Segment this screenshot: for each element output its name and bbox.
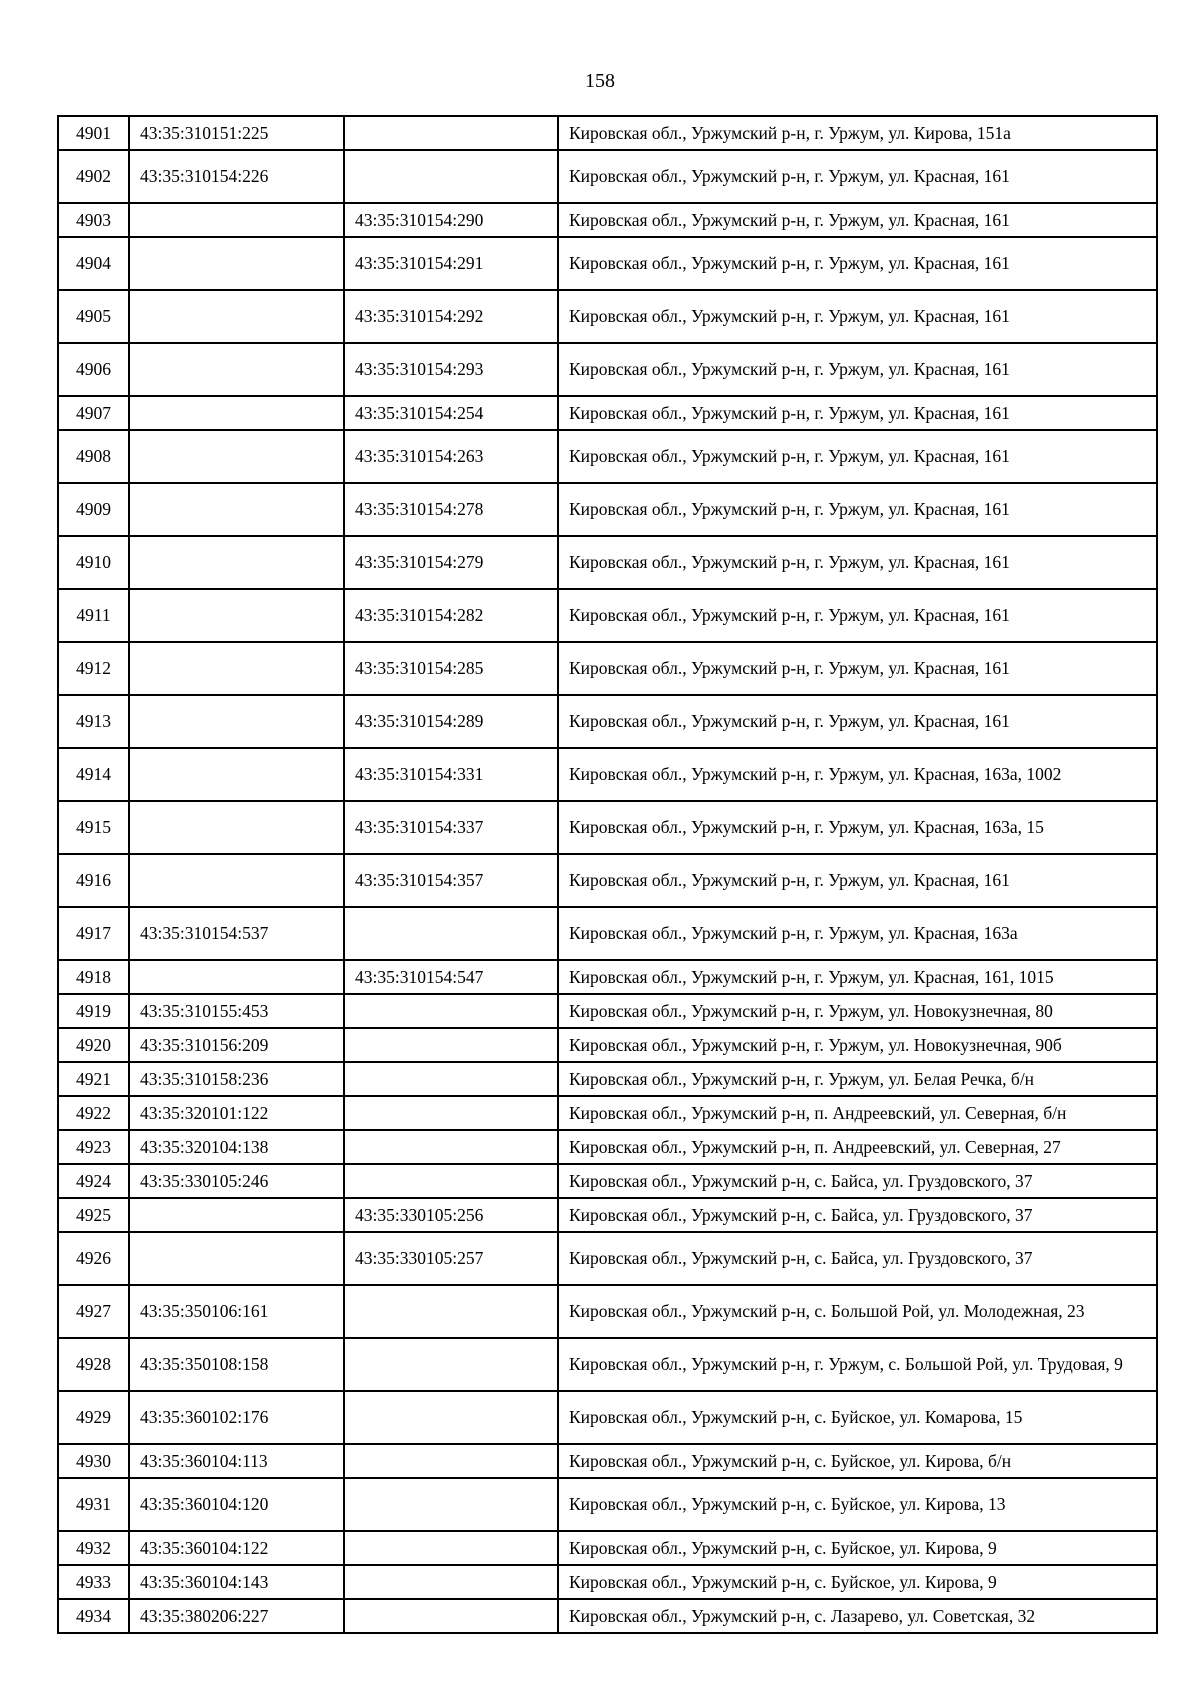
cadastral-number-b-cell — [344, 1130, 558, 1164]
cadastral-number-a-cell — [129, 642, 344, 695]
cadastral-number-b-cell — [344, 1028, 558, 1062]
cadastral-number-b-cell — [344, 994, 558, 1028]
address-cell: Кировская обл., Уржумский р-н, г. Уржум, с. Большой Рой, ул. Трудовая, 9 — [558, 1338, 1157, 1391]
address-cell: Кировская обл., Уржумский р-н, г. Уржум, ул. Красная, 161 — [558, 854, 1157, 907]
cadastral-number-a-cell: 43:35:350106:161 — [129, 1285, 344, 1338]
table-row — [58, 116, 1157, 150]
row-number-cell: 4919 — [58, 994, 129, 1028]
row-number-cell: 4908 — [58, 430, 129, 483]
table-row — [58, 237, 1157, 290]
table-row — [58, 1478, 1157, 1531]
cadastral-number-a-cell: 43:35:310155:453 — [129, 994, 344, 1028]
cadastral-number-b-cell — [344, 907, 558, 960]
cadastral-number-a-cell: 43:35:310154:226 — [129, 150, 344, 203]
cadastral-number-a-cell — [129, 1232, 344, 1285]
cadastral-number-b-cell: 43:35:310154:357 — [344, 854, 558, 907]
cadastral-number-a-cell: 43:35:310154:537 — [129, 907, 344, 960]
address-cell: Кировская обл., Уржумский р-н, г. Уржум, ул. Красная, 161 — [558, 483, 1157, 536]
cadastral-number-b-cell: 43:35:310154:282 — [344, 589, 558, 642]
cadastral-number-b-cell: 43:35:330105:256 — [344, 1198, 558, 1232]
table-row — [58, 343, 1157, 396]
cadastral-number-b-cell: 43:35:310154:254 — [344, 396, 558, 430]
table-row — [58, 1338, 1157, 1391]
address-cell: Кировская обл., Уржумский р-н, г. Уржум, ул. Красная, 161 — [558, 536, 1157, 589]
cadastral-number-a-cell: 43:35:360102:176 — [129, 1391, 344, 1444]
row-number-cell: 4916 — [58, 854, 129, 907]
cadastral-number-b-cell: 43:35:310154:291 — [344, 237, 558, 290]
address-cell: Кировская обл., Уржумский р-н, г. Уржум, ул. Красная, 161 — [558, 203, 1157, 237]
table-row — [58, 907, 1157, 960]
table-row — [58, 150, 1157, 203]
table-row — [58, 203, 1157, 237]
row-number-cell: 4924 — [58, 1164, 129, 1198]
row-number-cell: 4905 — [58, 290, 129, 343]
cadastral-number-b-cell — [344, 1599, 558, 1633]
cadastral-number-b-cell — [344, 1338, 558, 1391]
row-number-cell: 4912 — [58, 642, 129, 695]
table-row — [58, 1391, 1157, 1444]
address-cell: Кировская обл., Уржумский р-н, с. Байса, ул. Груздовского, 37 — [558, 1198, 1157, 1232]
row-number-cell: 4903 — [58, 203, 129, 237]
cadastral-number-b-cell: 43:35:310154:292 — [344, 290, 558, 343]
row-number-cell: 4932 — [58, 1531, 129, 1565]
cadastral-number-b-cell: 43:35:330105:257 — [344, 1232, 558, 1285]
table-row — [58, 854, 1157, 907]
table-row — [58, 1232, 1157, 1285]
row-number-cell: 4933 — [58, 1565, 129, 1599]
cadastral-number-b-cell — [344, 1565, 558, 1599]
address-cell: Кировская обл., Уржумский р-н, г. Уржум, ул. Красная, 161 — [558, 430, 1157, 483]
row-number-cell: 4921 — [58, 1062, 129, 1096]
row-number-cell: 4925 — [58, 1198, 129, 1232]
cadastral-number-a-cell — [129, 801, 344, 854]
row-number-cell: 4902 — [58, 150, 129, 203]
table-row — [58, 396, 1157, 430]
cadastral-number-b-cell: 43:35:310154:290 — [344, 203, 558, 237]
cadastral-number-a-cell: 43:35:320101:122 — [129, 1096, 344, 1130]
page-number: 158 — [585, 70, 615, 92]
row-number-cell: 4901 — [58, 116, 129, 150]
address-cell: Кировская обл., Уржумский р-н, г. Уржум, ул. Красная, 161 — [558, 695, 1157, 748]
cadastral-number-a-cell: 43:35:310158:236 — [129, 1062, 344, 1096]
address-cell: Кировская обл., Уржумский р-н, г. Уржум, ул. Красная, 161 — [558, 237, 1157, 290]
cadastral-number-b-cell: 43:35:310154:293 — [344, 343, 558, 396]
cadastral-number-a-cell — [129, 203, 344, 237]
table-row — [58, 1531, 1157, 1565]
registry-table — [57, 115, 1158, 1634]
table-row — [58, 1599, 1157, 1633]
cadastral-number-a-cell: 43:35:320104:138 — [129, 1130, 344, 1164]
cadastral-number-a-cell: 43:35:310156:209 — [129, 1028, 344, 1062]
address-cell: Кировская обл., Уржумский р-н, г. Уржум, ул. Кирова, 151а — [558, 116, 1157, 150]
cadastral-number-b-cell — [344, 1531, 558, 1565]
cadastral-number-a-cell — [129, 1198, 344, 1232]
row-number-cell: 4910 — [58, 536, 129, 589]
address-cell: Кировская обл., Уржумский р-н, г. Уржум, ул. Красная, 163а — [558, 907, 1157, 960]
table-row — [58, 1028, 1157, 1062]
cadastral-number-b-cell — [344, 1164, 558, 1198]
table-row — [58, 695, 1157, 748]
cadastral-number-a-cell: 43:35:350108:158 — [129, 1338, 344, 1391]
row-number-cell: 4906 — [58, 343, 129, 396]
address-cell: Кировская обл., Уржумский р-н, с. Буйское, ул. Кирова, б/н — [558, 1444, 1157, 1478]
table-row — [58, 960, 1157, 994]
row-number-cell: 4920 — [58, 1028, 129, 1062]
cadastral-number-b-cell: 43:35:310154:331 — [344, 748, 558, 801]
cadastral-number-a-cell — [129, 430, 344, 483]
address-cell: Кировская обл., Уржумский р-н, г. Уржум, ул. Новокузнечная, 80 — [558, 994, 1157, 1028]
cadastral-number-b-cell: 43:35:310154:279 — [344, 536, 558, 589]
address-cell: Кировская обл., Уржумский р-н, г. Уржум, ул. Новокузнечная, 90б — [558, 1028, 1157, 1062]
table-row — [58, 1565, 1157, 1599]
table-row — [58, 1130, 1157, 1164]
cadastral-number-b-cell — [344, 1062, 558, 1096]
cadastral-number-b-cell — [344, 150, 558, 203]
cadastral-number-b-cell: 43:35:310154:263 — [344, 430, 558, 483]
cadastral-number-b-cell: 43:35:310154:289 — [344, 695, 558, 748]
address-cell: Кировская обл., Уржумский р-н, г. Уржум, ул. Красная, 161 — [558, 150, 1157, 203]
row-number-cell: 4917 — [58, 907, 129, 960]
cadastral-number-a-cell: 43:35:380206:227 — [129, 1599, 344, 1633]
cadastral-number-b-cell — [344, 1096, 558, 1130]
address-cell: Кировская обл., Уржумский р-н, г. Уржум, ул. Красная, 161 — [558, 589, 1157, 642]
table-row — [58, 1062, 1157, 1096]
row-number-cell: 4914 — [58, 748, 129, 801]
row-number-cell: 4915 — [58, 801, 129, 854]
cadastral-number-a-cell — [129, 854, 344, 907]
row-number-cell: 4904 — [58, 237, 129, 290]
row-number-cell: 4909 — [58, 483, 129, 536]
cadastral-number-a-cell — [129, 695, 344, 748]
cadastral-number-a-cell — [129, 343, 344, 396]
cadastral-number-b-cell — [344, 1478, 558, 1531]
table-row — [58, 1198, 1157, 1232]
row-number-cell: 4934 — [58, 1599, 129, 1633]
table-row — [58, 290, 1157, 343]
table-row — [58, 589, 1157, 642]
cadastral-number-b-cell — [344, 1391, 558, 1444]
address-cell: Кировская обл., Уржумский р-н, с. Буйское, ул. Комарова, 15 — [558, 1391, 1157, 1444]
cadastral-number-a-cell — [129, 396, 344, 430]
cadastral-number-a-cell — [129, 748, 344, 801]
cadastral-number-a-cell: 43:35:360104:120 — [129, 1478, 344, 1531]
row-number-cell: 4923 — [58, 1130, 129, 1164]
cadastral-number-b-cell: 43:35:310154:285 — [344, 642, 558, 695]
cadastral-number-a-cell: 43:35:360104:143 — [129, 1565, 344, 1599]
cadastral-number-b-cell: 43:35:310154:278 — [344, 483, 558, 536]
row-number-cell: 4918 — [58, 960, 129, 994]
address-cell: Кировская обл., Уржумский р-н, п. Андреевский, ул. Северная, 27 — [558, 1130, 1157, 1164]
address-cell: Кировская обл., Уржумский р-н, г. Уржум, ул. Красная, 163а, 15 — [558, 801, 1157, 854]
address-cell: Кировская обл., Уржумский р-н, с. Буйское, ул. Кирова, 9 — [558, 1531, 1157, 1565]
cadastral-number-a-cell: 43:35:360104:113 — [129, 1444, 344, 1478]
table-row — [58, 994, 1157, 1028]
table-row — [58, 1285, 1157, 1338]
cadastral-number-a-cell — [129, 960, 344, 994]
row-number-cell: 4930 — [58, 1444, 129, 1478]
cadastral-number-b-cell: 43:35:310154:547 — [344, 960, 558, 994]
row-number-cell: 4929 — [58, 1391, 129, 1444]
table-row — [58, 430, 1157, 483]
row-number-cell: 4931 — [58, 1478, 129, 1531]
cadastral-number-a-cell: 43:35:310151:225 — [129, 116, 344, 150]
address-cell: Кировская обл., Уржумский р-н, с. Большой Рой, ул. Молодежная, 23 — [558, 1285, 1157, 1338]
table-row — [58, 1444, 1157, 1478]
cadastral-number-b-cell — [344, 1285, 558, 1338]
address-cell: Кировская обл., Уржумский р-н, г. Уржум, ул. Белая Речка, б/н — [558, 1062, 1157, 1096]
cadastral-number-a-cell — [129, 589, 344, 642]
address-cell: Кировская обл., Уржумский р-н, г. Уржум, ул. Красная, 161 — [558, 396, 1157, 430]
table-row — [58, 748, 1157, 801]
address-cell: Кировская обл., Уржумский р-н, с. Байса, ул. Груздовского, 37 — [558, 1164, 1157, 1198]
address-cell: Кировская обл., Уржумский р-н, г. Уржум, ул. Красная, 161 — [558, 343, 1157, 396]
cadastral-number-b-cell — [344, 1444, 558, 1478]
cadastral-number-b-cell — [344, 116, 558, 150]
cadastral-number-a-cell — [129, 290, 344, 343]
cadastral-number-a-cell — [129, 536, 344, 589]
address-cell: Кировская обл., Уржумский р-н, г. Уржум, ул. Красная, 161 — [558, 290, 1157, 343]
table-row — [58, 483, 1157, 536]
address-cell: Кировская обл., Уржумский р-н, с. Лазарево, ул. Советская, 32 — [558, 1599, 1157, 1633]
cadastral-number-b-cell: 43:35:310154:337 — [344, 801, 558, 854]
row-number-cell: 4907 — [58, 396, 129, 430]
row-number-cell: 4913 — [58, 695, 129, 748]
address-cell: Кировская обл., Уржумский р-н, с. Байса, ул. Груздовского, 37 — [558, 1232, 1157, 1285]
registry-body — [58, 116, 1157, 1633]
cadastral-number-a-cell — [129, 237, 344, 290]
row-number-cell: 4928 — [58, 1338, 129, 1391]
row-number-cell: 4927 — [58, 1285, 129, 1338]
row-number-cell: 4926 — [58, 1232, 129, 1285]
address-cell: Кировская обл., Уржумский р-н, с. Буйское, ул. Кирова, 13 — [558, 1478, 1157, 1531]
address-cell: Кировская обл., Уржумский р-н, с. Буйское, ул. Кирова, 9 — [558, 1565, 1157, 1599]
cadastral-number-a-cell — [129, 483, 344, 536]
row-number-cell: 4911 — [58, 589, 129, 642]
address-cell: Кировская обл., Уржумский р-н, п. Андреевский, ул. Северная, б/н — [558, 1096, 1157, 1130]
table-row — [58, 1096, 1157, 1130]
address-cell: Кировская обл., Уржумский р-н, г. Уржум, ул. Красная, 161 — [558, 642, 1157, 695]
table-row — [58, 801, 1157, 854]
row-number-cell: 4922 — [58, 1096, 129, 1130]
table-row — [58, 1164, 1157, 1198]
cadastral-number-a-cell: 43:35:330105:246 — [129, 1164, 344, 1198]
table-row — [58, 642, 1157, 695]
table-row — [58, 536, 1157, 589]
address-cell: Кировская обл., Уржумский р-н, г. Уржум, ул. Красная, 161, 1015 — [558, 960, 1157, 994]
cadastral-number-a-cell: 43:35:360104:122 — [129, 1531, 344, 1565]
address-cell: Кировская обл., Уржумский р-н, г. Уржум, ул. Красная, 163а, 1002 — [558, 748, 1157, 801]
